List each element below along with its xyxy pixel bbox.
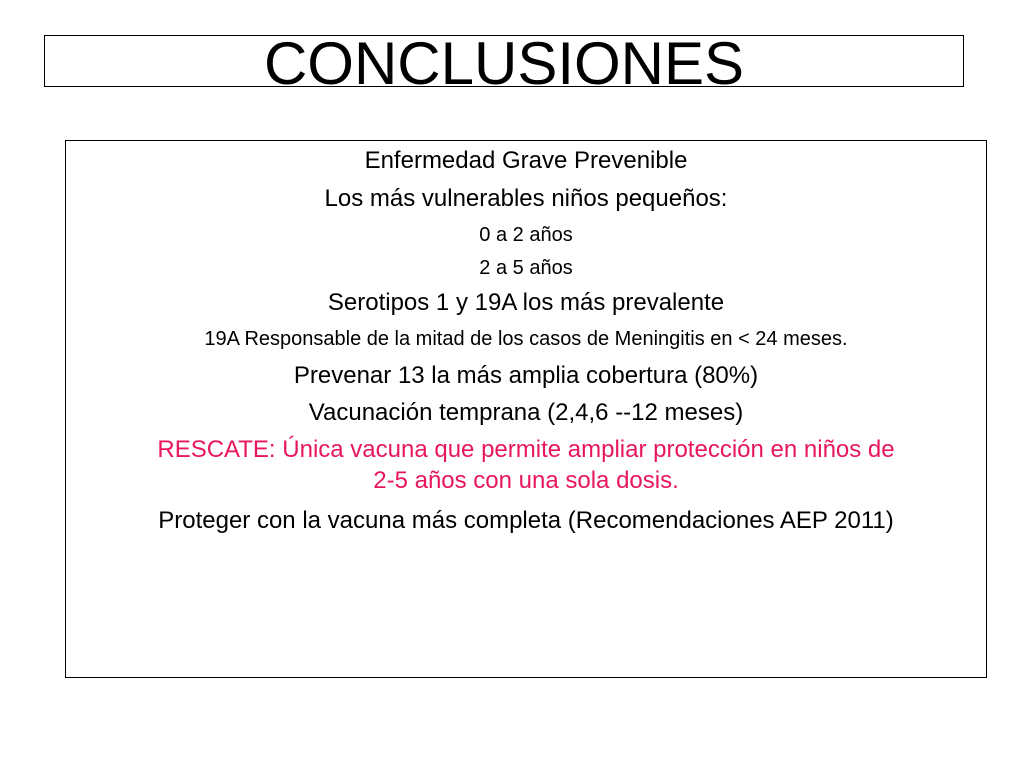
title-box — [44, 35, 964, 87]
point-serotipos: Serotipos 1 y 19A los más prevalente — [327, 289, 725, 316]
point-rescate-line1: RESCATE: Única vacuna que permite ampliar protección en niños de — [157, 436, 895, 463]
point-prevenar: Prevenar 13 la más amplia cobertura (80%) — [293, 362, 759, 389]
slide-title: CONCLUSIONES — [263, 35, 745, 87]
subpoint-0-2: 0 a 2 años — [479, 224, 573, 246]
point-proteger: Proteger con la vacuna más completa (Recomendaciones AEP 2011) — [158, 507, 894, 534]
subpoint-19a: 19A Responsable de la mitad de los casos de Meningitis en < 24 meses. — [204, 328, 848, 350]
point-enfermedad: Enfermedad Grave Prevenible — [364, 147, 688, 174]
subpoint-2-5: 2 a 5 años — [479, 257, 573, 279]
content-box — [65, 140, 987, 678]
point-rescate-line2: 2-5 años con una sola dosis. — [373, 467, 679, 494]
point-vacunacion: Vacunación temprana (2,4,6 --12 meses) — [308, 399, 744, 426]
point-vulnerables: Los más vulnerables niños pequeños: — [324, 185, 728, 212]
